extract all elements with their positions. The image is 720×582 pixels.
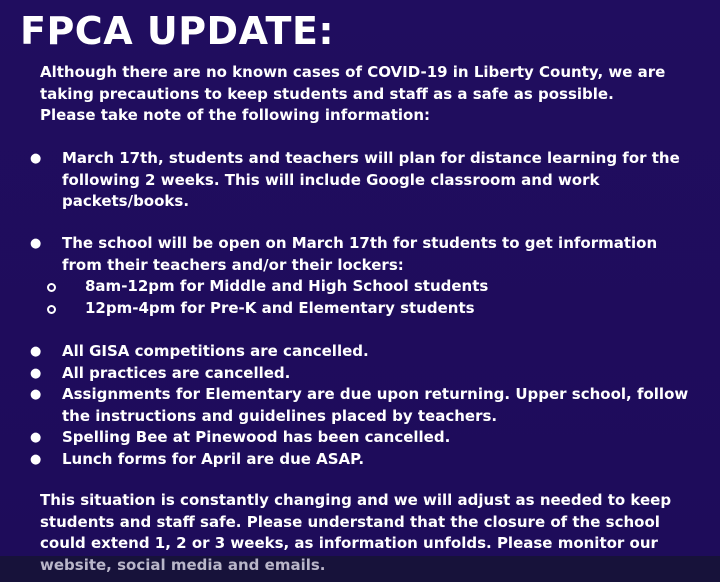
closing-line: could extend 1, 2 or 3 weeks, as information unfolds. Please monitor our (40, 534, 658, 552)
bullet-icon: ● (30, 151, 42, 166)
list-item (0, 233, 720, 276)
closing-line: students and staff safe. Please understand that the closure of the school (40, 512, 660, 531)
sub-list-item-text: 8am-12pm for Middle and High School students (85, 277, 489, 295)
list-item-text: The school will be open on March 17th for students to get information from their teachers and/or their lockers: (62, 234, 658, 274)
intro-line: taking precautions to keep students and staff as a safe as possible. (40, 84, 614, 103)
closing-line: This situation is constantly changing and we will adjust as needed to keep (40, 491, 672, 509)
list-item (0, 341, 720, 363)
list-item-text: Assignments for Elementary are due upon returning. Upper school, follow the instructions and guidelines placed by teachers. (62, 385, 689, 425)
page-title: FPCA UPDATE: (20, 9, 335, 53)
bullet-icon: ● (30, 365, 42, 381)
circle-bullet-icon (47, 283, 56, 292)
list-item (0, 148, 720, 213)
intro-line: Although there are no known cases of COVID-19 in Liberty County, we are (40, 63, 666, 81)
bullet-list-distance-learning (0, 148, 720, 213)
sub-list-item (0, 276, 720, 298)
list-item-text: Spelling Bee at Pinewood has been cancelled. (62, 428, 451, 446)
list-item-text: All practices are cancelled. (62, 363, 291, 382)
sub-list-item (0, 298, 720, 320)
intro-paragraph (40, 62, 690, 127)
bullet-icon: ● (30, 387, 42, 402)
circle-bullet-icon (47, 305, 56, 314)
bullet-list-cancellations (0, 341, 720, 470)
closing-paragraph (40, 490, 690, 576)
bullet-icon: ● (30, 344, 42, 359)
list-item (0, 384, 720, 427)
list-item (0, 363, 720, 385)
list-item-text: All GISA competitions are cancelled. (62, 342, 369, 360)
closing-line: website, social media and emails. (40, 555, 326, 574)
bullet-list-school-open (0, 233, 720, 319)
list-item (0, 449, 720, 471)
bullet-icon: ● (30, 430, 42, 445)
intro-line: Please take note of the following information: (40, 106, 431, 124)
bullet-icon: ● (30, 451, 42, 467)
sub-list-item-text: 12pm-4pm for Pre-K and Elementary students (85, 298, 475, 317)
list-item (0, 427, 720, 449)
list-item-text: March 17th, students and teachers will plan for distance learning for the following 2 weeks. This will include Google classroom and work packets/books. (62, 149, 680, 210)
bullet-icon: ● (30, 236, 42, 251)
list-item-text: Lunch forms for April are due ASAP. (62, 449, 365, 468)
